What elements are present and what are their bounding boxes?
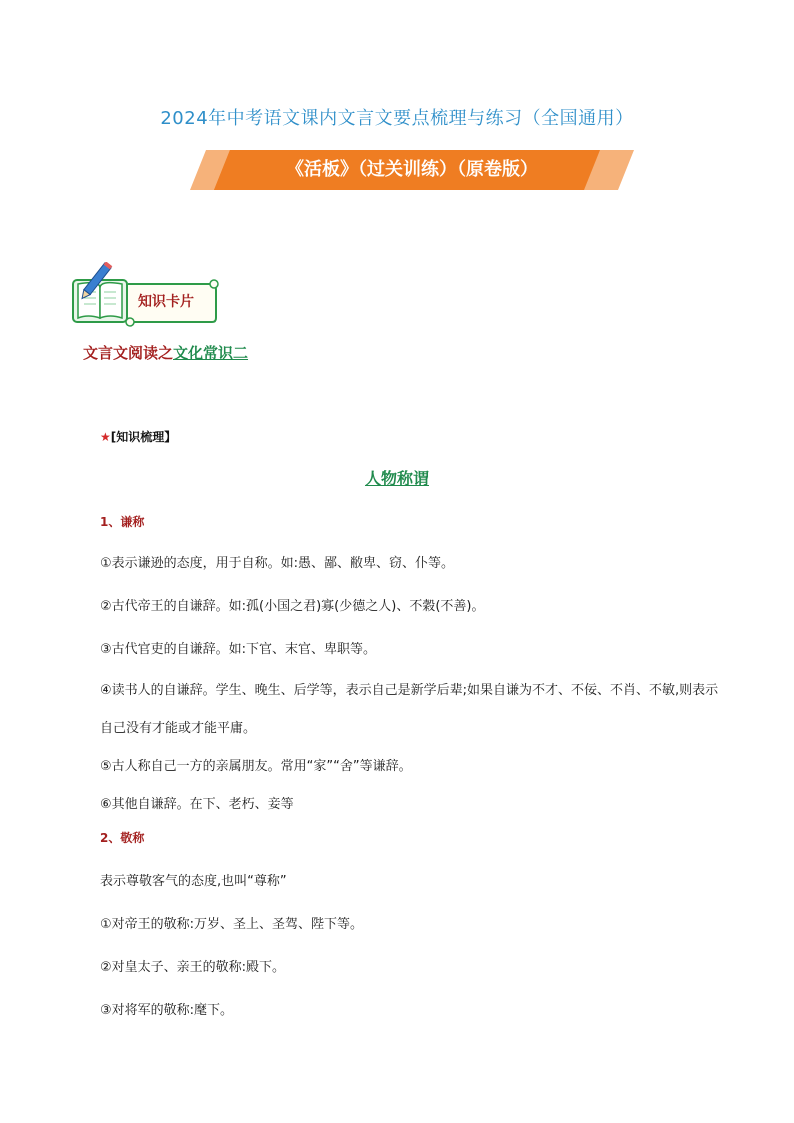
respect-item-2: ②对皇太子、亲王的敬称:殿下。 bbox=[100, 960, 286, 975]
respect-item-1: ①对帝王的敬称:万岁、圣上、圣驾、陛下等。 bbox=[100, 917, 364, 932]
star-icon: ★ bbox=[100, 430, 111, 444]
knowledge-label bbox=[100, 428, 176, 445]
document-title: 2024年中考语文课内文言文要点梳理与练习（全国通用） bbox=[160, 108, 634, 129]
respect-heading: 2、敬称 bbox=[100, 831, 145, 845]
humble-item-3: ③古代官吏的自谦辞。如:下官、末官、卑职等。 bbox=[100, 642, 377, 657]
topic-title: 人物称谓 bbox=[364, 469, 429, 488]
banner-title: 《活板》（过关训练）（原卷版） bbox=[286, 159, 538, 180]
respect-intro: 表示尊敬客气的态度,也叫“尊称” bbox=[100, 874, 287, 889]
humble-heading: 1、谦称 bbox=[100, 515, 145, 529]
humble-item-1: ①表示谦逊的态度，用于自称。如:愚、鄙、敝卑、窃、仆等。 bbox=[100, 556, 455, 571]
section-heading bbox=[83, 342, 248, 363]
knowledge-label-text: [知识梳理】 bbox=[110, 430, 177, 444]
humble-item-5: ⑤古人称自己一方的亲属朋友。常用“家”“舍”等谦辞。 bbox=[100, 759, 412, 774]
respect-item-3: ③对将军的敬称:麾下。 bbox=[100, 1003, 234, 1018]
humble-item-2: ②古代帝王的自谦辞。如:孤(小国之君)寡(少德之人)、不穀(不善)。 bbox=[100, 599, 485, 614]
humble-item-4: ④读书人的自谦辞。学生、晚生、后学等，表示自己是新学后辈;如果自谦为不才、不佞、不肖、不敏,则表示自己没有才能或才能平庸。 bbox=[100, 683, 719, 736]
title-banner bbox=[190, 150, 634, 190]
section-heading-highlight: 文化常识二 bbox=[173, 344, 249, 362]
card-label: 知识卡片 bbox=[138, 294, 194, 310]
section-heading-prefix: 文言文阅读之 bbox=[83, 344, 174, 362]
humble-item-6: ⑥其他自谦辞。在下、老朽、妾等 bbox=[100, 797, 294, 812]
